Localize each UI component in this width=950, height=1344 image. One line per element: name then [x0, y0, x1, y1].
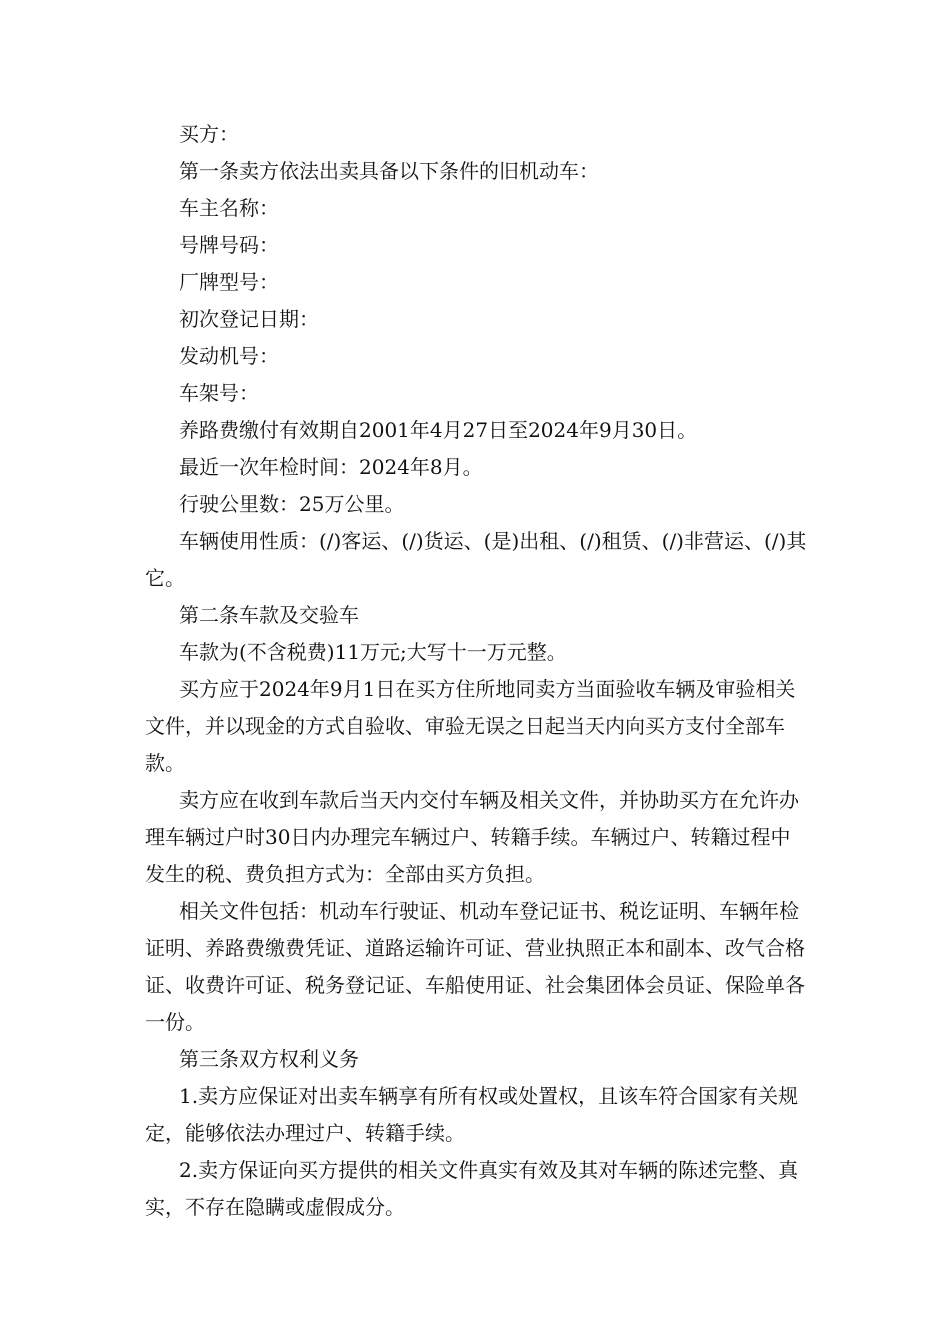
vehicle-usage-nature: 车辆使用性质：(/)客运、(/)货运、(是)出租、(/)租赁、(/)非营运、(/)其它。 — [145, 529, 807, 590]
mileage: 行驶公里数：25万公里。 — [179, 492, 405, 516]
article-1-heading: 第一条卖方依法出卖具备以下条件的旧机动车： — [179, 159, 599, 183]
road-fee-validity: 养路费缴付有效期自2001年4月27日至2024年9月30日。 — [179, 418, 698, 442]
related-documents-clause: 相关文件包括：机动车行驶证、机动车登记证书、税讫证明、车辆年检证明、养路费缴费凭证、道路运输许可证、营业执照正本和副本、改气合格证、收费许可证、税务登记证、车船使用证、社会集团体会员证、保险单各一份。 — [145, 899, 805, 1034]
engine-number-field: 发动机号： — [179, 344, 279, 368]
plate-number-field: 号牌号码： — [179, 233, 279, 257]
article-2-heading: 第二条车款及交验车 — [179, 603, 359, 627]
obligation-item-1: 1.卖方应保证对出卖车辆享有所有权或处置权，且该车符合国家有关规定，能够依法办理过户、转籍手续。 — [145, 1084, 799, 1145]
obligation-item-2: 2.卖方保证向买方提供的相关文件真实有效及其对车辆的陈述完整、真实，不存在隐瞒或虚假成分。 — [145, 1158, 799, 1219]
brand-model-field: 厂牌型号： — [179, 270, 279, 294]
article-3-heading: 第三条双方权利义务 — [179, 1047, 359, 1071]
inspection-payment-clause: 买方应于2024年9月1日在买方住所地同卖方当面验收车辆及审验相关文件，并以现金的方式自验收、审验无误之日起当天内向买方支付全部车款。 — [145, 677, 796, 775]
first-registration-field: 初次登记日期： — [179, 307, 319, 331]
frame-number-field: 车架号： — [179, 381, 259, 405]
last-inspection: 最近一次年检时间：2024年8月。 — [179, 455, 483, 479]
delivery-transfer-clause: 卖方应在收到车款后当天内交付车辆及相关文件，并协助买方在允许办理车辆过户时30日内办理完车辆过户、转籍手续。车辆过户、转籍过程中发生的税、费负担方式为：全部由买方负担。 — [145, 788, 799, 886]
price-clause: 车款为(不含税费)11万元;大写十一万元整。 — [179, 640, 567, 664]
buyer-line: 买方： — [179, 122, 239, 146]
owner-name-field: 车主名称： — [179, 196, 279, 220]
contract-body — [145, 116, 810, 1226]
